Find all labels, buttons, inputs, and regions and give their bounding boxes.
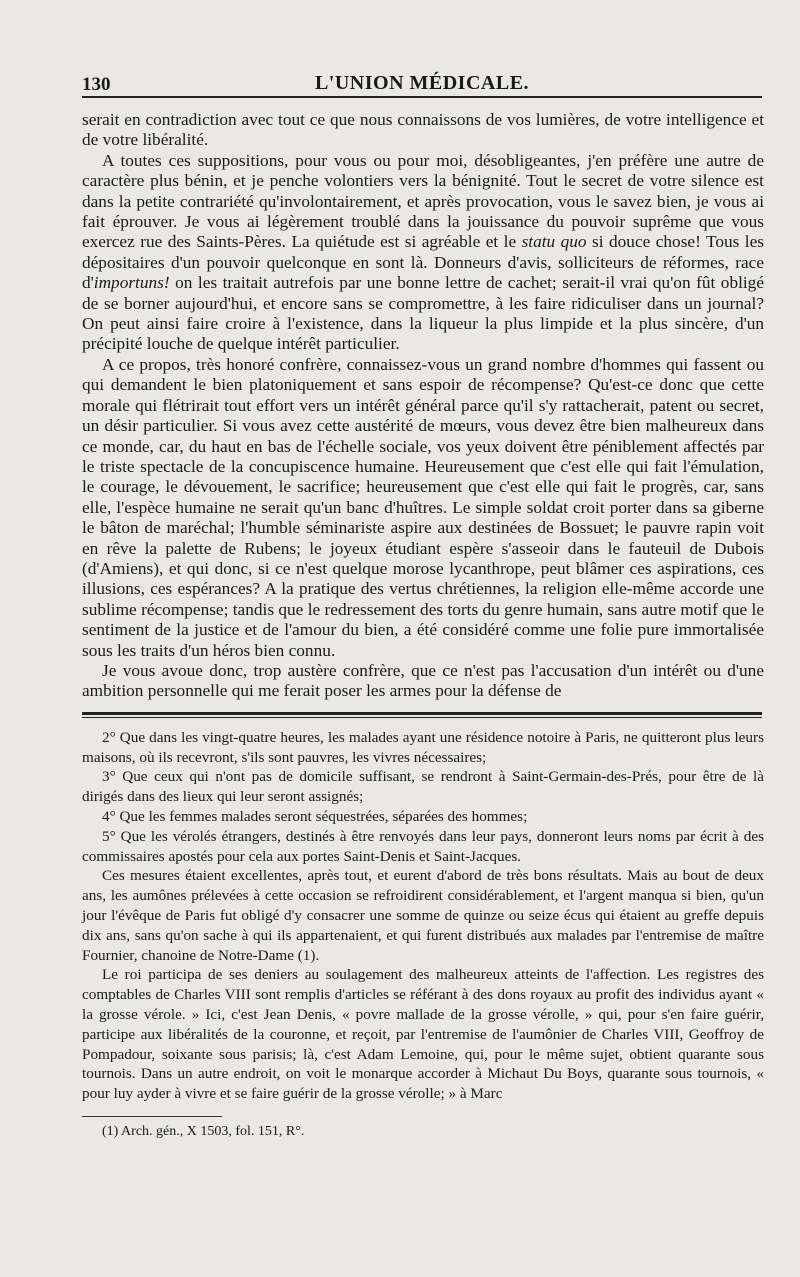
page-header [82,66,762,98]
note-paragraph: Le roi participa de ses deniers au soulagement des malheureux atteints de l'affection. Les registres des comptables de Charles VIII sont remplis d'articles se référant à des dons royaux au profit des individus ayant « la grosse vérole. » Ici, c'est Jean Denis, « povre mallade de la grosse vérolle, » qui, pour s'en faire guérir, participe aux libéralités de la couronne, et reçoit, par l'entremise de l'aumônier de Charles VIII, Geoffroy de Pompadour, soixante sous parisis; là, c'est Adam Lemoine, qui, pour le même sujet, obtient quarante sous tournois. Dans un autre endroit, on voit le monarque accorder à Michaut Du Boys, quarante sous tournois, « pour luy ayder à vivre et se faire guérir de la grosse vérolle; » à Marc [82,966,764,1103]
footnote-rule [82,1116,222,1117]
footnote: (1) Arch. gén., X 1503, fol. 151, R°. [102,1123,305,1139]
paragraph-3: A ce propos, très honoré confrère, connaissez-vous un grand nombre d'hommes qui fassent ou qui demandent le bien platoniquement et sans espoir de récompense? Qu'est-ce donc que cette morale qui flétrirait tout effort vers un intérêt général parce qu'il s'y rattacherait, patent ou secret, un désir particulier. Si vous avez cette austérité de mœurs, vous devez être bien malheureux dans ce monde, car, du haut en bas de l'échelle sociale, vos yeux doivent être péniblement affectés par le triste spectacle de la concupiscence humaine. Heureusement que c'est elle qui fait l'émulation, le courage, le dévouement, le sacrifice; heureusement que c'est elle qui fait le progrès, car, sans elle, l'espèce humaine ne serait qu'un banc d'huîtres. Le simple soldat croit porter dans sa giberne le bâton de maréchal; l'humble séminariste aspire aux destinées de Bossuet; le pauvre rapin voit en rêve la palette de Rubens; le joyeux étudiant espère s'asseoir dans le fauteuil de Dubois (d'Amiens), et qui donc, si ce n'est quelque morose lycanthrope, peut blâmer ces aspirations, ces illusions, ces espérances? A la pratique des vertus chrétiennes, la religion elle-même accorde une sublime récompense; tandis que le redressement des torts du genre humain, sans autre motif que le sentiment de la justice et de l'amour du bien, a été considéré comme une folie pure immortalisée sous les traits d'un héros bien connu. [82,354,764,660]
paragraph-1: serait en contradiction avec tout ce que nous connaissons de vos lumières, de votre intelligence et de votre libéralité. [82,110,764,150]
note-paragraph: Ces mesures étaient excellentes, après tout, et eurent d'abord de très bons résultats. Mais au bout de deux ans, les aumônes prélevées à cette occasion se refroidirent considérablement, et l'argent manqua si bien, qu'un jour l'évêque de Paris fut obligé d'y consacrer une somme de quinze ou seize écus qui étaient au greffe depuis dix ans, sans qu'on sache à qui ils appartenaient, et qui furent distribués aux malades par l'entremise de maître Fournier, chanoine de Notre-Dame (1). [82,867,764,964]
paragraph-4: Je vous avoue donc, trop austère confrère, que ce n'est pas l'accusation d'un intérêt ou d'une ambition personnelle qui me ferait poser les armes pour la défense de [82,660,764,701]
note-item: 2° Que dans les vingt-quatre heures, les malades ayant une résidence notoire à Paris, ne quitteront plus leurs maisons, où ils recevront, s'ils sont pauvres, les vivres nécessaires; [82,728,764,766]
main-text [82,110,764,702]
note-item: 5° Que les vérolés étrangers, destinés à être renvoyés dans leur pays, donneront leurs noms par écrit à des commissaires apostés pour cela aux portes Saint-Denis et Saint-Jacques. [82,827,764,865]
running-title: L'UNION MÉDICALE. [314,72,530,94]
section-separator [82,712,762,718]
italic-importuns: importuns! [93,273,170,293]
notes-section [82,728,764,1104]
paragraph-2: A toutes ces suppositions, pour vous ou pour moi, désobligeantes, j'en préfère une autre de caractère plus bénin, et je penche volontiers vers la bénignité. Tout le secret de votre silence est dans la petite contrariété qu'involontairement, et après provocation, vous le savez bien, je vous ai fait éprouver. Je vous ai légèrement troublé dans la jouissance du pouvoir suprême que vous exercez rue des Saints-Pères. La quiétude est si agréable et le statu quo si douce chose! Tous les dépositaires d'un pouvoir quelconque en sont là. Donneurs d'avis, solliciteurs de réformes, race d'importuns! on les traitait autrefois par une bonne lettre de cachet; serait-il vrai qu'on fût obligé de se borner aujourd'hui, et encore sans se compromettre, à les faire ridiculiser dans un journal? On peut ainsi faire croire à l'existence, dans la liqueur la plus limpide et la plus sincère, d'un précipité louche de quelque intérêt particulier. [82,150,765,354]
note-item: 4° Que les femmes malades seront séquestrées, séparées des hommes; [102,807,528,825]
page-number: 130 [82,74,111,95]
italic-statu-quo: statu quo [521,232,587,252]
note-item: 3° Que ceux qui n'ont pas de domicile suffisant, se rendront à Saint-Germain-des-Prés, pour être de là dirigés dans des lieux qui leur seront assignés; [82,768,764,806]
